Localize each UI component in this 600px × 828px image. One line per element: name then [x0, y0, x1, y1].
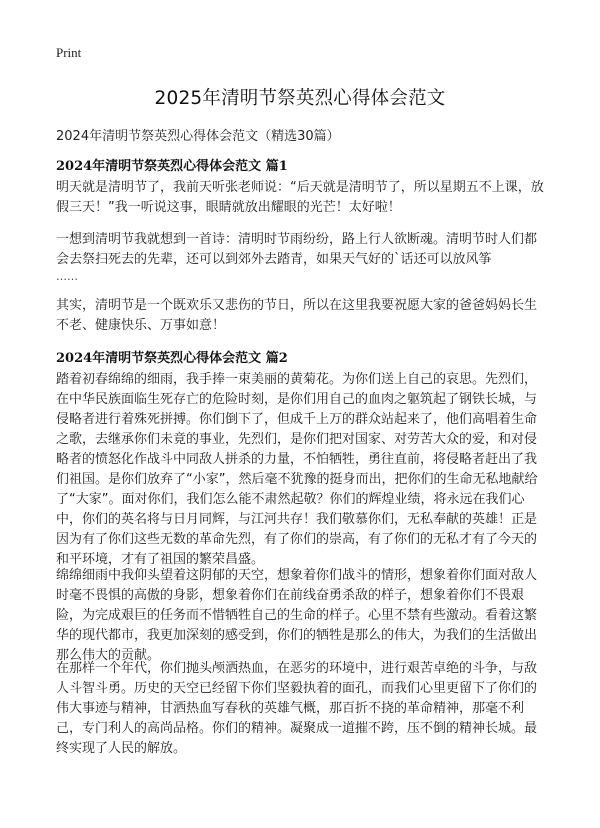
section2-paragraph-2: 绵绵细雨中我仰头望着这阴郁的天空，想象着你们战斗的情形，想象着你们面对敌人时毫不畏惧的高傲的身影，想象着你们在前线奋勇杀敌的样子，想象着你们不畏艰险，为完成艰巨的任务而不惜牺牲自己的生命的样子。心里不禁有些激动。看着这繁华的现代都市，我更加深刻的感受到，你们的牺牲是那么的伟大，为我们的生活做出那么伟大的贡献。 — [56, 568, 538, 663]
page-title: 2025年清明节祭英烈心得体会范文 — [154, 88, 446, 109]
section2-paragraph-3: 在那样一个年代，你们抛头颅洒热血，在恶劣的环境中，进行艰苦卓绝的斗争，与敌人斗智斗勇。历史的天空已经留下你们坚毅执着的面孔，而我们心里更留下了你们的伟大事迹与精神，甘洒热血写春秋的英雄气概，那百折不挠的革命精神，那毫不利己，专门利人的高尚品格。你们的精神。凝聚成一道摧不跨，压不倒的精神长城。最终实现了人民的解放。 — [56, 661, 538, 756]
section1-paragraph-1: 明天就是清明节了，我前天听张老师说：“后天就是清明节了，所以星期五不上课，放假三天！”我一听说这事，眼睛就放出耀眼的光芒！太好啦！ — [56, 180, 544, 215]
section-heading-1: 2024年清明节祭英烈心得体会范文 篇1 — [56, 159, 288, 174]
print-label: Print — [56, 45, 82, 60]
document-subtitle: 2024年清明节祭英烈心得体会范文（精选30篇） — [56, 129, 340, 144]
section1-paragraph-2: 一想到清明节我就想到一首诗：清明时节雨纷纷，路上行人欲断魂。清明节时人们都会去祭扫死去的先辈，还可以到郊外去踏青，如果天气好的`话还可以放风筝 — [56, 232, 538, 267]
section2-paragraph-1: 踏着初春绵绵的细雨，我手捧一束美丽的黄菊花。为你们送上自己的哀思。先烈们，在中华民族面临生死存亡的危险时刻，是你们用自己的血肉之躯筑起了钢铁长城，与侵略者进行着殊死拼搏。你们倒下了，但成千上万的群众站起来了，他们高唱着生命之歌，去继承你们未竟的事业，先烈们，是你们把对国家、对劳苦大众的爱，和对侵略者的愤怒化作战斗中同敌人拼杀的力量，不怕牺牲，勇往直前，将侵略者赶出了我们祖国。是你们放弃了“小家”，然后毫不犹豫的挺身而出，把你们的生命无私地献给了“大家”。面对你们，我们怎么能不肃然起敬？你们的辉煌业绩，将永远在我们心中，你们的英名将与日月同辉，与江河共存！我们敬慕你们，无私奉献的英雄！正是因为有了你们这些无数的革命先烈，有了你们的崇高，有了你们的无私才有了今天的和平环境，才有了祖国的繁荣昌盛。 — [56, 372, 538, 567]
continuation-ellipsis: …… — [56, 270, 78, 283]
section1-paragraph-2-block — [56, 230, 546, 284]
section-heading-2: 2024年清明节祭英烈心得体会范文 篇2 — [56, 351, 288, 366]
section1-paragraph-3: 其实，清明节是一个既欢乐又悲伤的节日，所以在这里我要祝愿大家的爸爸妈妈长生不老、健康快乐、万事如意！ — [56, 298, 538, 333]
